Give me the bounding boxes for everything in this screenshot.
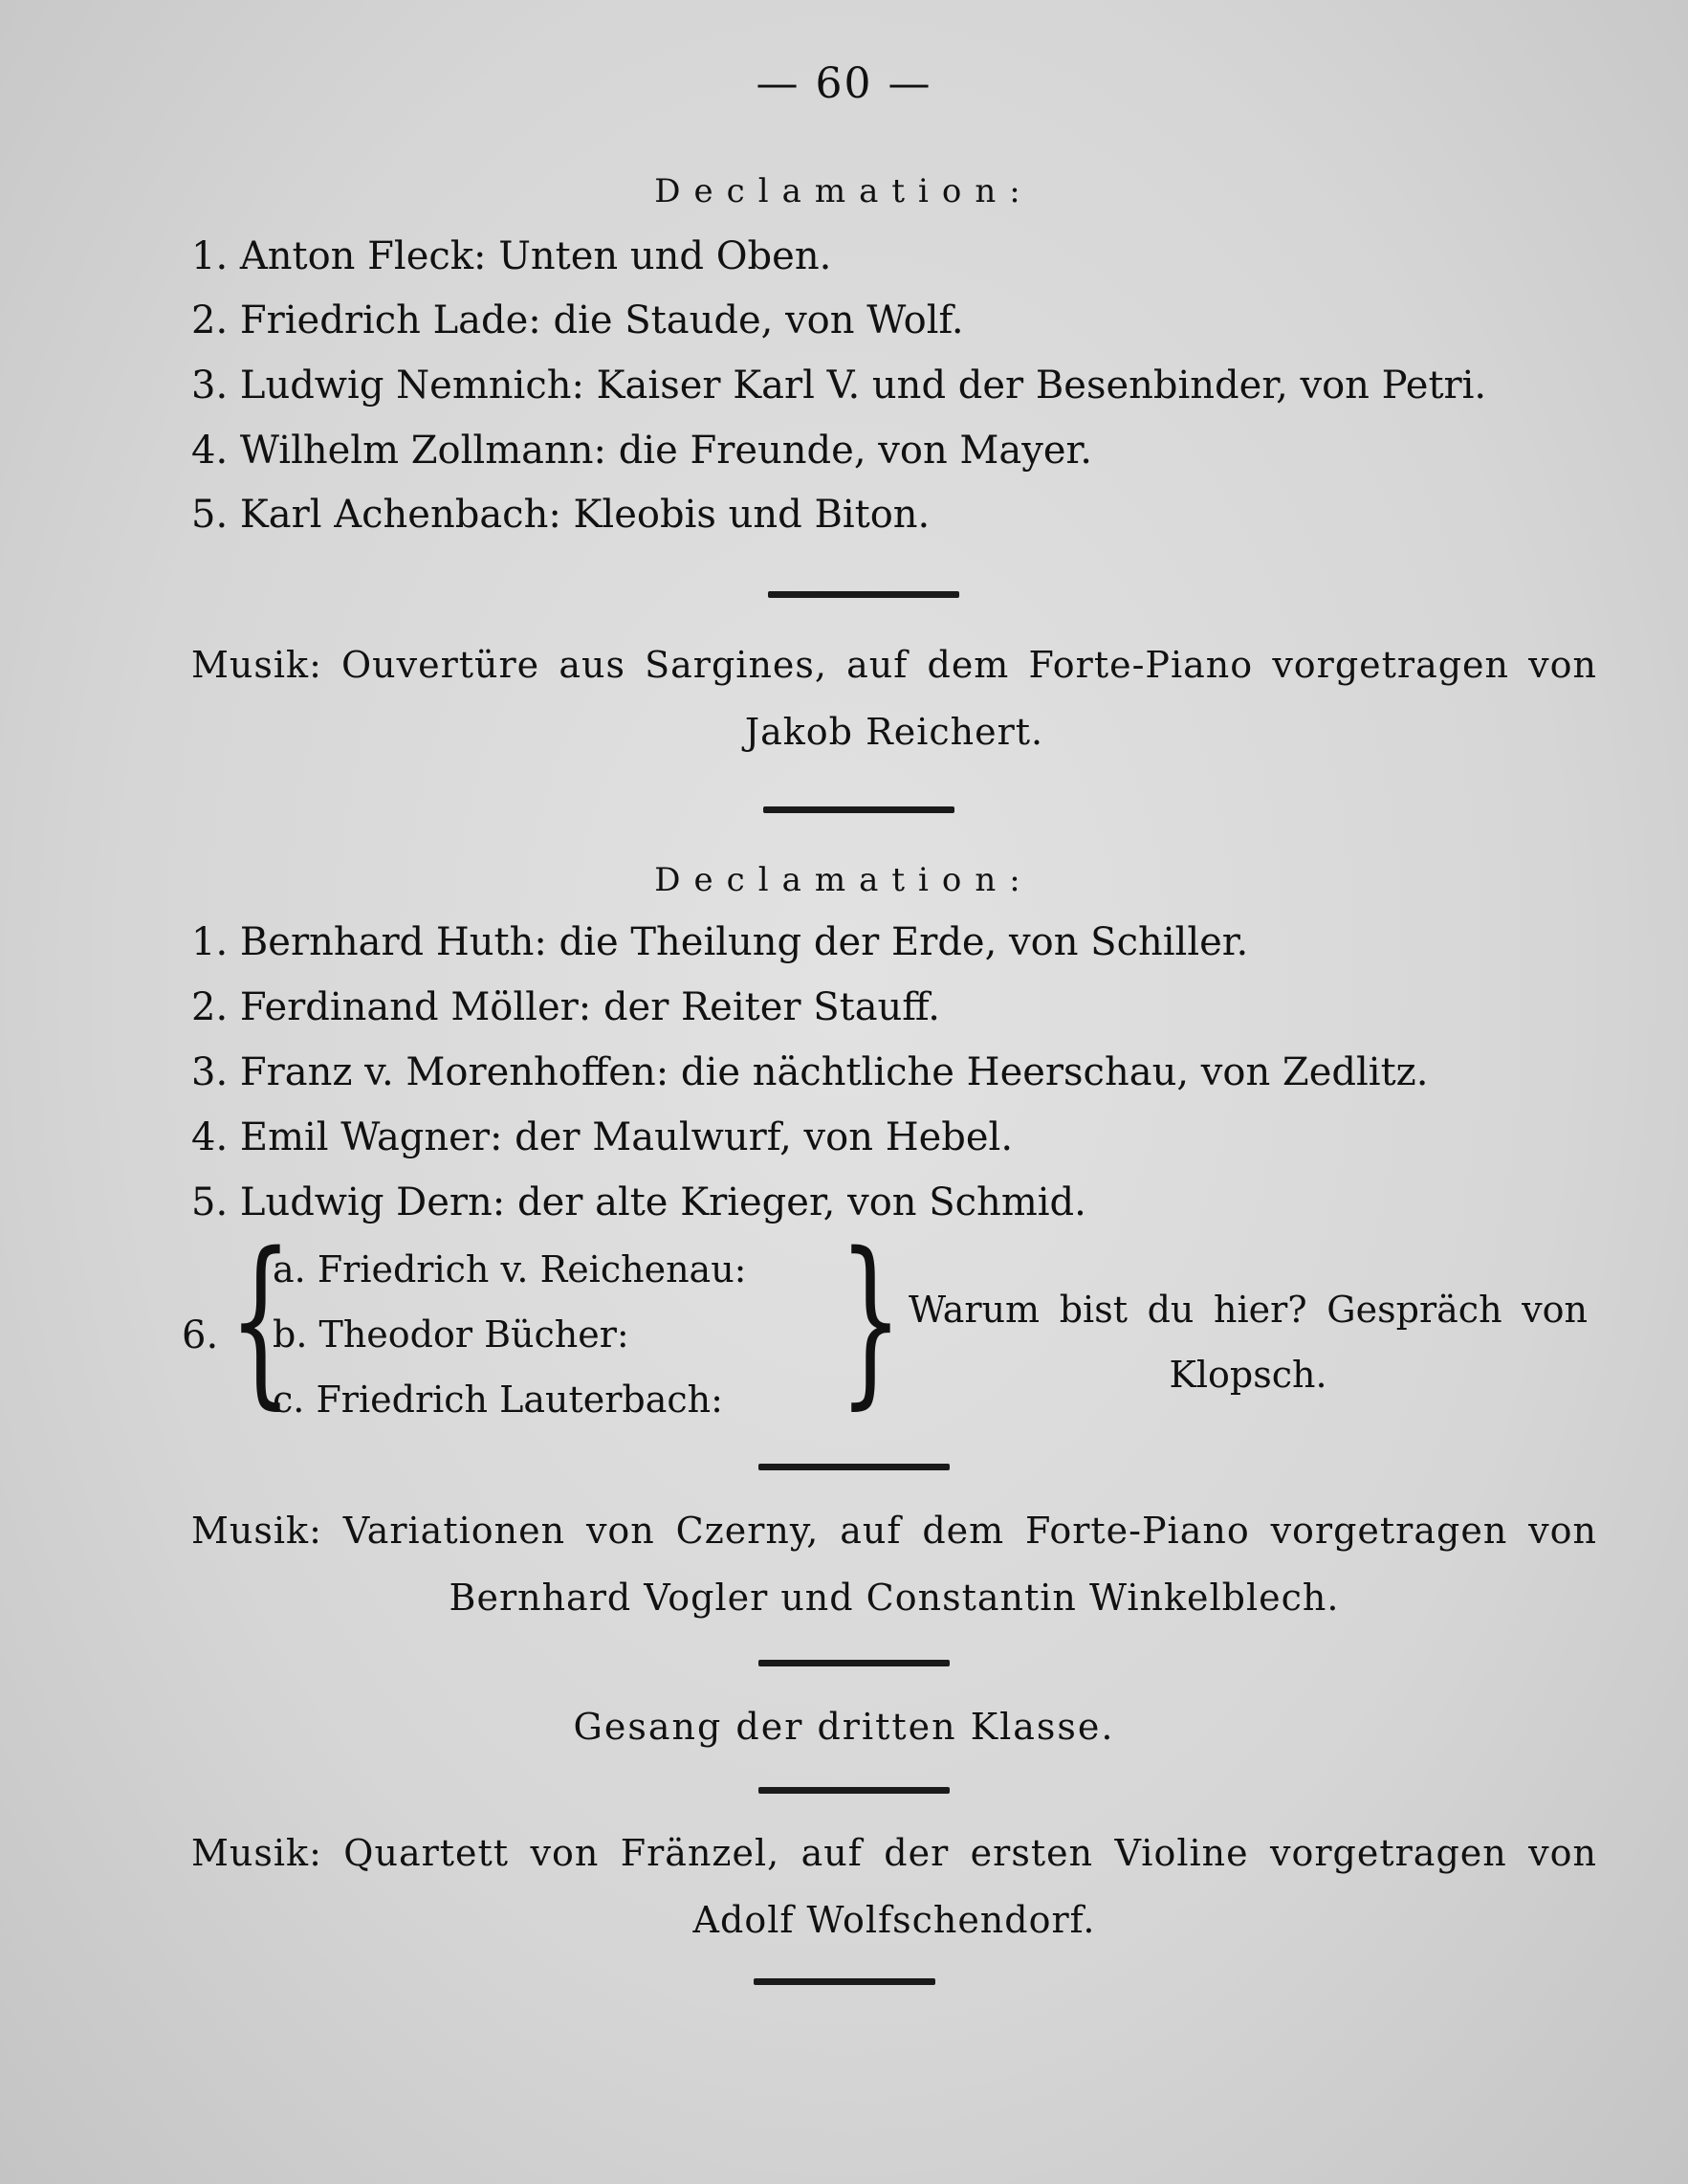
group-description: Warum bist du hier? Gespräch von Klopsch. (909, 1289, 1588, 1396)
left-brace: { (229, 1214, 293, 1425)
right-brace: } (839, 1214, 903, 1425)
musik-paragraph-1: Musik: Ouvertüre aus Sargines, auf dem Forte-Piano vorgetragen von Jakob Reichert. (191, 644, 1597, 753)
group-item-b: b. Theodor Bücher: (273, 1313, 629, 1356)
decl1-entry-2: 2. Friedrich Lade: die Staude, von Wolf. (191, 298, 964, 342)
decl1-entry-4: 4. Wilhelm Zollmann: die Freunde, von Mayer. (191, 429, 1092, 473)
musik-paragraph-3: Musik: Quartett von Fränzel, auf der ersten Violine vorgetragen von Adolf Wolfschendorf. (191, 1832, 1597, 1941)
decl1-entry-5: 5. Karl Achenbach: Kleobis und Biton. (191, 493, 931, 537)
page-number: — 60 — (756, 59, 932, 108)
declamation-heading-2: Declamation: (654, 861, 1034, 899)
decl2-entry-4: 4. Emil Wagner: der Maulwurf, von Hebel. (191, 1115, 1014, 1159)
decl1-entry-1: 1. Anton Fleck: Unten und Oben. (191, 234, 832, 278)
divider-rule (768, 591, 959, 598)
group-entry-6 (182, 1214, 1597, 1430)
declamation-heading-1: Declamation: (654, 172, 1034, 210)
divider-rule (758, 1464, 950, 1470)
musik-paragraph-2: Musik: Variationen von Czerny, auf dem Forte-Piano vorgetragen von Bernhard Vogler und Constantin Winkelblech. (191, 1510, 1597, 1619)
decl2-entry-1: 1. Bernhard Huth: die Theilung der Erde, von Schiller. (191, 920, 1249, 964)
gesang-line: Gesang der dritten Klasse. (573, 1706, 1115, 1748)
group-item-c: c. Friedrich Lauterbach: (273, 1379, 723, 1421)
group-item-a: a. Friedrich v. Reichenau: (273, 1248, 747, 1291)
decl2-entry-5: 5. Ludwig Dern: der alte Krieger, von Schmid. (191, 1180, 1086, 1224)
decl1-entry-3: 3. Ludwig Nemnich: Kaiser Karl V. und der Besenbinder, von Petri. (191, 364, 1487, 408)
divider-rule (754, 1978, 935, 1985)
divider-rule (758, 1787, 950, 1794)
decl2-entry-3: 3. Franz v. Morenhoffen: die nächtliche Heerschau, von Zedlitz. (191, 1050, 1429, 1094)
divider-rule (763, 806, 954, 813)
group-number: 6. (182, 1313, 219, 1357)
divider-rule (758, 1660, 950, 1666)
decl2-entry-2: 2. Ferdinand Möller: der Reiter Stauff. (191, 985, 941, 1029)
